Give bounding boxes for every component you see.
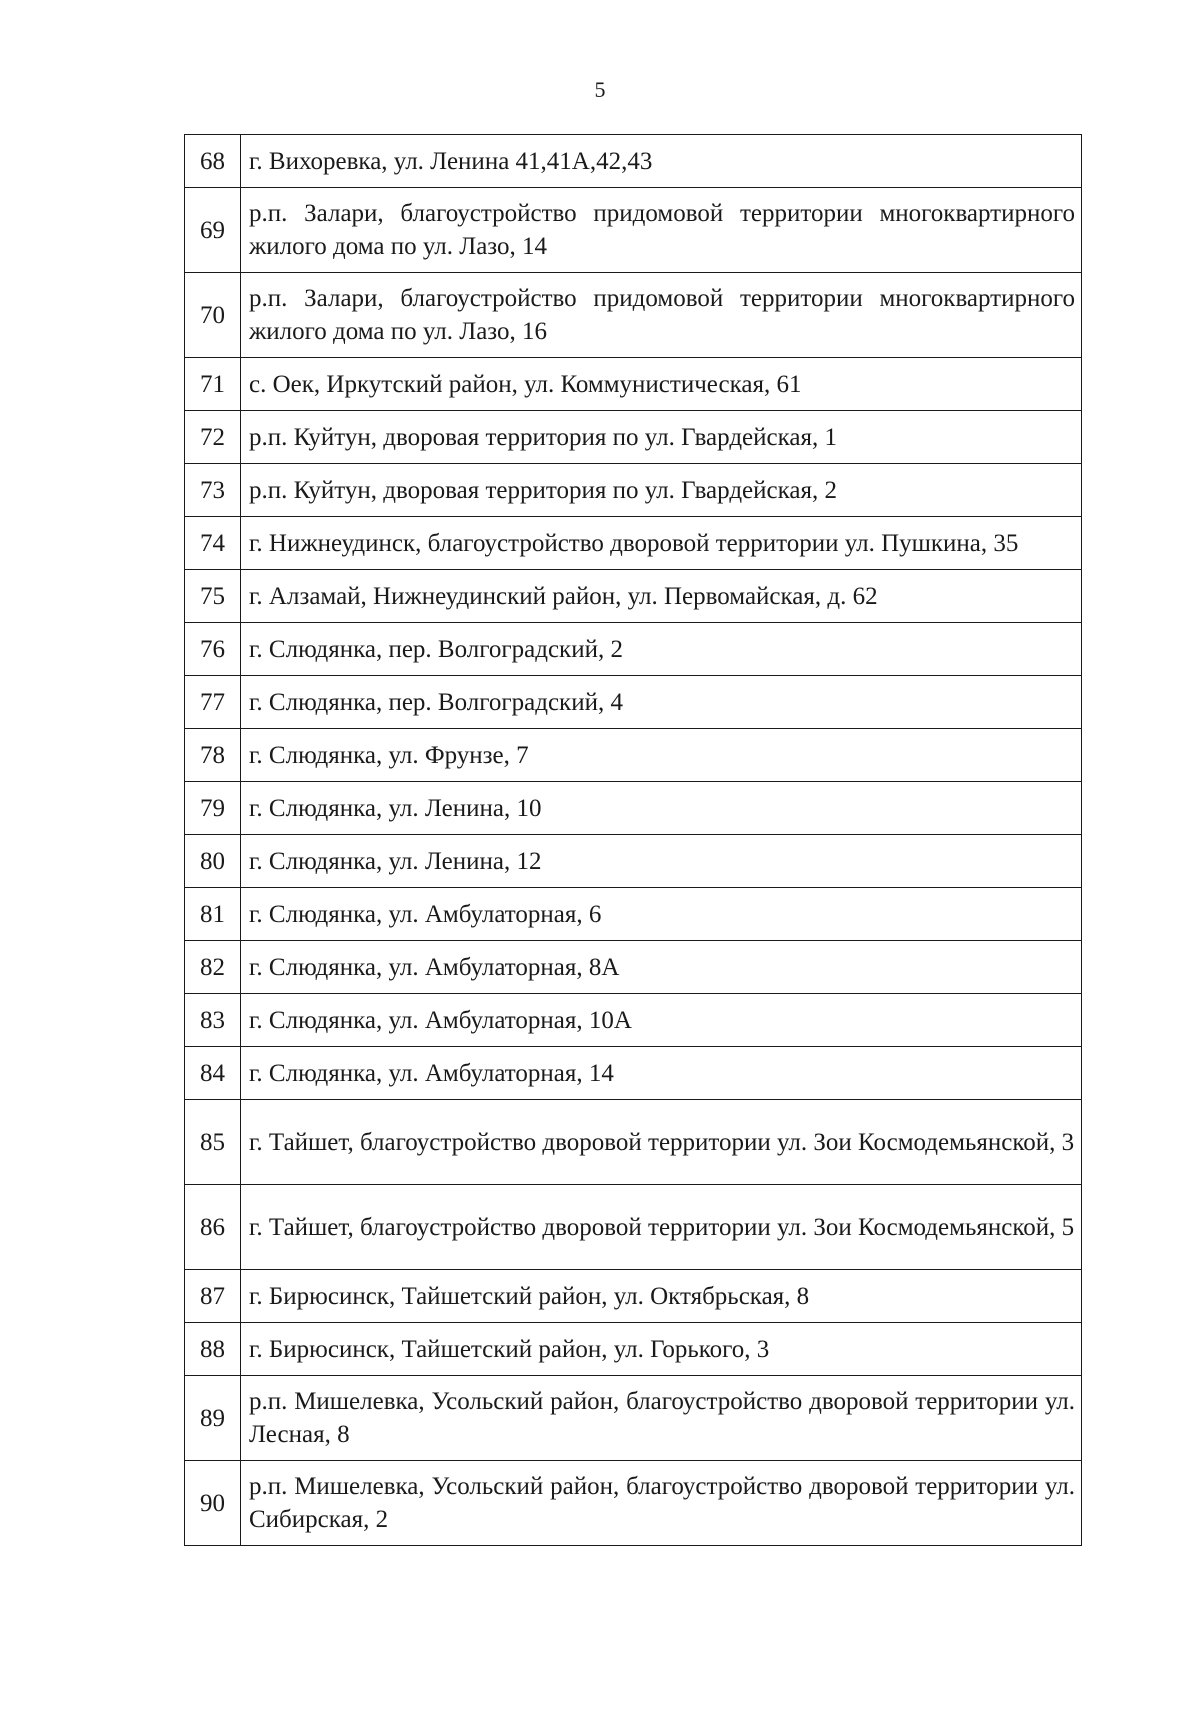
row-number: 68 [185,135,241,188]
table-row [185,994,1082,1047]
table-row [185,464,1082,517]
row-address: г. Тайшет, благоустройство дворовой территории ул. Зои Космодемьянской, 3 [241,1100,1082,1185]
row-address: г. Слюдянка, ул. Амбулаторная, 8А [241,941,1082,994]
row-number: 80 [185,835,241,888]
row-address: г. Слюдянка, ул. Амбулаторная, 6 [241,888,1082,941]
row-number: 70 [185,273,241,358]
row-number: 82 [185,941,241,994]
row-address: г. Алзамай, Нижнеудинский район, ул. Первомайская, д. 62 [241,570,1082,623]
table-row [185,888,1082,941]
row-number: 84 [185,1047,241,1100]
row-number: 78 [185,729,241,782]
row-number: 81 [185,888,241,941]
row-address: г. Слюдянка, ул. Ленина, 10 [241,782,1082,835]
address-table-body [185,135,1082,1546]
row-address: г. Нижнеудинск, благоустройство дворовой территории ул. Пушкина, 35 [241,517,1082,570]
row-address: г. Тайшет, благоустройство дворовой территории ул. Зои Космодемьянской, 5 [241,1185,1082,1270]
table-row [185,358,1082,411]
page-number: 5 [594,77,606,102]
row-address: г. Слюдянка, ул. Амбулаторная, 10А [241,994,1082,1047]
row-number: 83 [185,994,241,1047]
row-address: р.п. Залари, благоустройство придомовой территории многоквартирного жилого дома по ул. Лазо, 14 [241,188,1082,273]
table-row [185,729,1082,782]
table-row [185,1185,1082,1270]
row-number: 71 [185,358,241,411]
table-row [185,1100,1082,1185]
row-number: 90 [185,1461,241,1546]
row-number: 72 [185,411,241,464]
row-number: 75 [185,570,241,623]
row-number: 74 [185,517,241,570]
row-address: г. Бирюсинск, Тайшетский район, ул. Горького, 3 [241,1323,1082,1376]
table-row [185,1270,1082,1323]
row-address: г. Слюдянка, ул. Амбулаторная, 14 [241,1047,1082,1100]
row-address: г. Бирюсинск, Тайшетский район, ул. Октябрьская, 8 [241,1270,1082,1323]
row-number: 87 [185,1270,241,1323]
row-number: 88 [185,1323,241,1376]
row-number: 89 [185,1376,241,1461]
table-row [185,623,1082,676]
row-address: г. Слюдянка, ул. Фрунзе, 7 [241,729,1082,782]
table-row [185,1323,1082,1376]
table-row [185,676,1082,729]
row-address: г. Вихоревка, ул. Ленина 41,41А,42,43 [241,135,1082,188]
table-row [185,782,1082,835]
row-number: 85 [185,1100,241,1185]
row-address: г. Слюдянка, пер. Волгоградский, 2 [241,623,1082,676]
row-number: 77 [185,676,241,729]
row-address: г. Слюдянка, пер. Волгоградский, 4 [241,676,1082,729]
row-address: р.п. Куйтун, дворовая территория по ул. Гвардейская, 2 [241,464,1082,517]
row-address: р.п. Залари, благоустройство придомовой территории многоквартирного жилого дома по ул. Лазо, 16 [241,273,1082,358]
table-row [185,411,1082,464]
row-number: 79 [185,782,241,835]
row-number: 73 [185,464,241,517]
table-row [185,941,1082,994]
table-row [185,1376,1082,1461]
table-row [185,1461,1082,1546]
row-address: г. Слюдянка, ул. Ленина, 12 [241,835,1082,888]
row-number: 69 [185,188,241,273]
table-row [185,1047,1082,1100]
row-address: р.п. Мишелевка, Усольский район, благоустройство дворовой территории ул. Сибирская, 2 [241,1461,1082,1546]
table-row [185,570,1082,623]
row-number: 76 [185,623,241,676]
address-table [184,134,1082,1546]
table-row [185,273,1082,358]
row-address: с. Оек, Иркутский район, ул. Коммунистическая, 61 [241,358,1082,411]
table-row [185,835,1082,888]
row-address: р.п. Куйтун, дворовая территория по ул. Гвардейская, 1 [241,411,1082,464]
table-row [185,517,1082,570]
row-number: 86 [185,1185,241,1270]
table-row [185,188,1082,273]
table-row [185,135,1082,188]
row-address: р.п. Мишелевка, Усольский район, благоустройство дворовой территории ул. Лесная, 8 [241,1376,1082,1461]
